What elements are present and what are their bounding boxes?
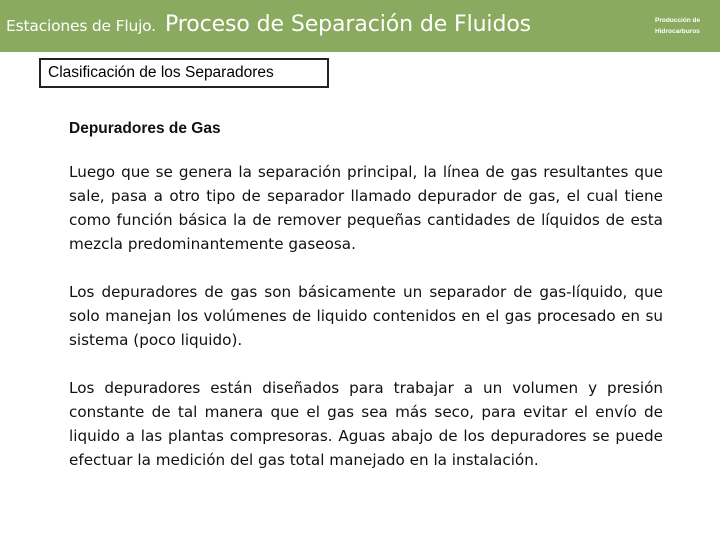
section-heading-box [39,58,329,88]
page-title [6,12,531,37]
content-subtitle: Depuradores de Gas [69,120,221,137]
paragraph: Luego que se genera la separación principal, la línea de gas resultantes que sale, pasa a otro tipo de separador llamado depurador de gas, el cual tiene como función básica la de remover pequeñas cantidades de líquidos de esta mezcla predominantemente gaseosa. [69,163,663,253]
header-badge-logo [655,15,717,37]
title-main: Proceso de Separación de Fluidos [165,12,532,37]
title-prefix: Estaciones de Flujo. [6,17,156,35]
paragraph: Los depuradores están diseñados para trabajar a un volumen y presión constante de tal manera que el gas sea más seco, para evitar el envío de liquido a las plantas compresoras. Aguas abajo de los depuradores se puede efectuar la medición del gas total manejado en la instalación. [69,379,663,469]
section-heading: Clasificación de los Separadores [48,64,274,81]
header-bar [0,0,720,52]
badge-line-1: Producción de [655,17,701,24]
content-area [69,120,663,496]
paragraph: Los depuradores de gas son básicamente un separador de gas-líquido, que solo manejan los volúmenes de liquido contenidos en el gas procesado en su sistema (poco liquido). [69,283,663,349]
badge-line-2: Hidrocarburos [655,28,700,35]
